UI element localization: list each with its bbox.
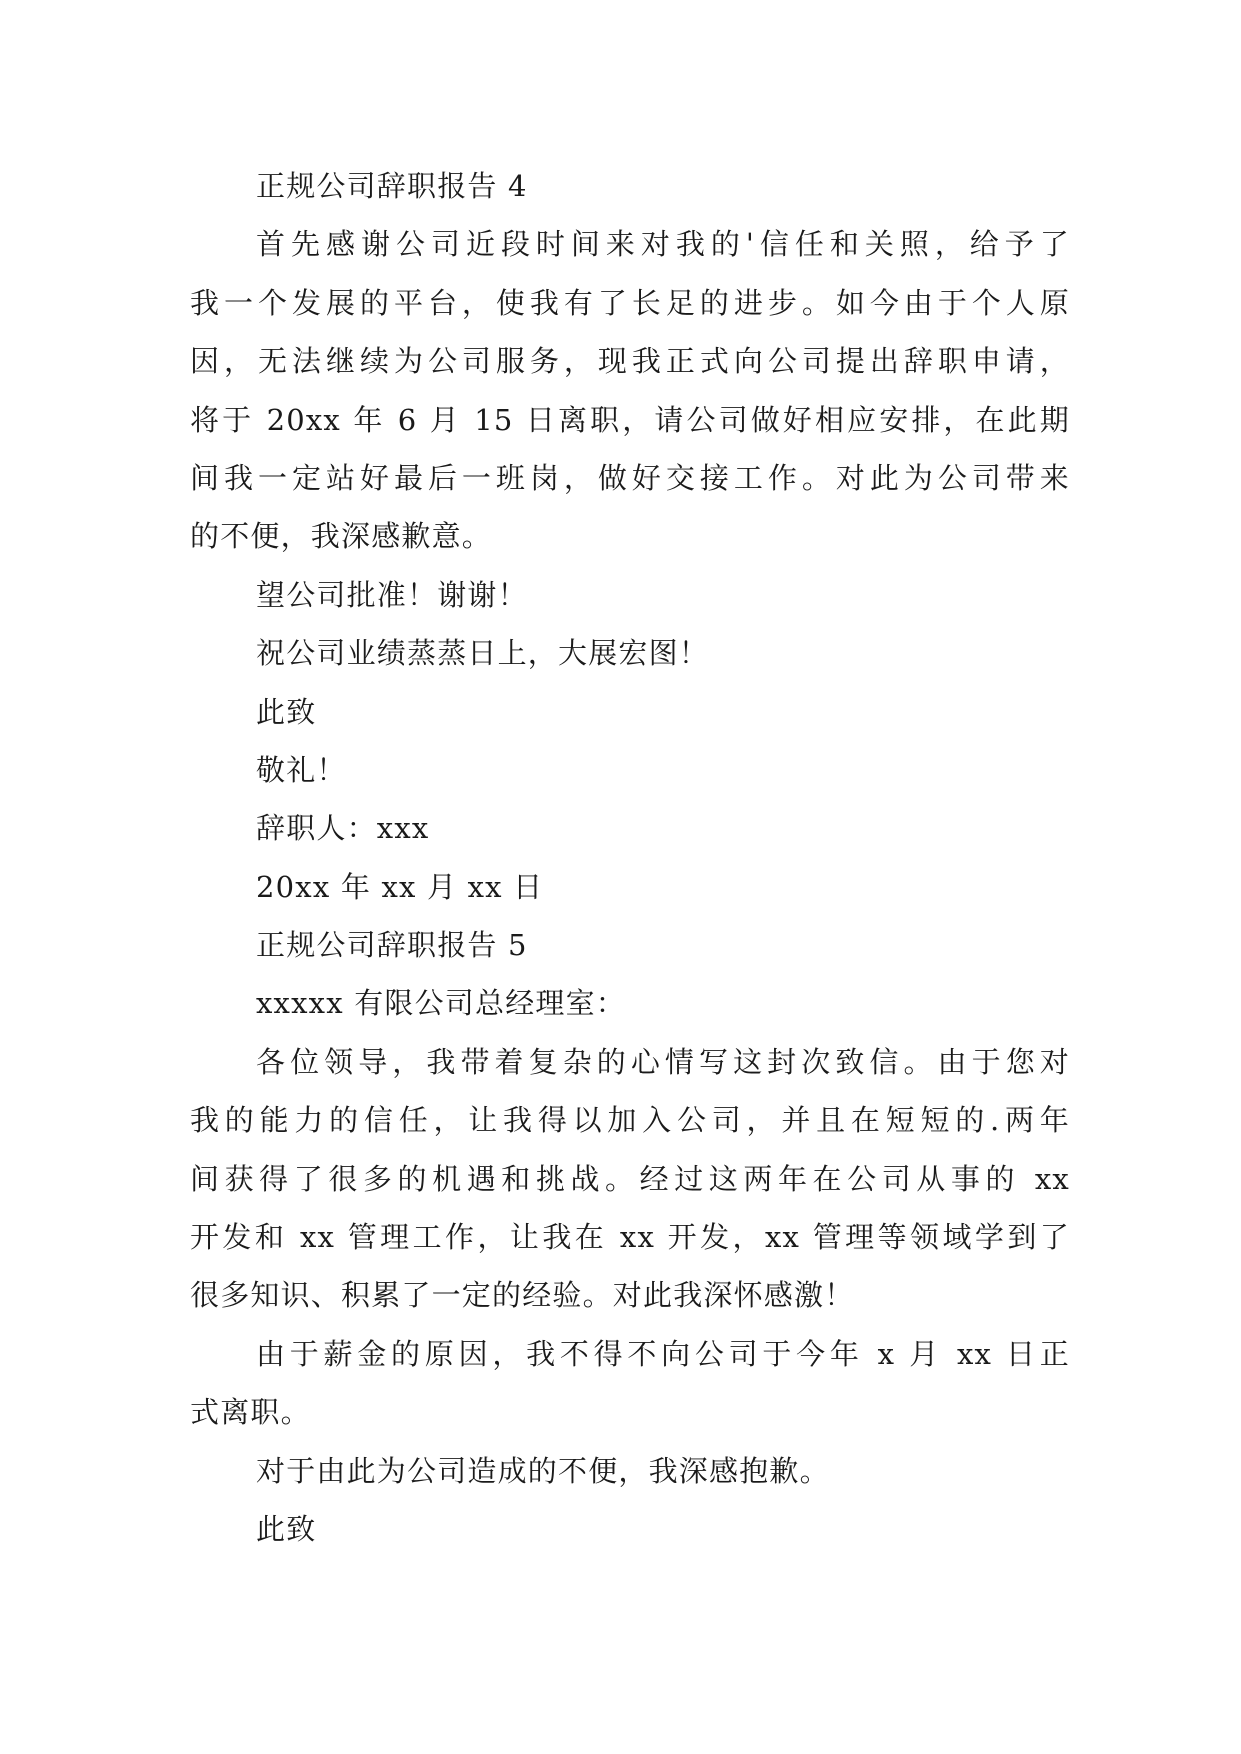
text-line: 首先感谢公司近段时间来对我的'信任和关照，给予了 (256, 227, 1070, 262)
text-line: 间我一定站好最后一班岗，做好交接工作。对此为公司带来 (190, 460, 1070, 495)
text-line: 我一个发展的平台，使我有了长足的进步。如今由于个人原 (190, 285, 1070, 320)
document-body (190, 157, 1070, 1558)
text-line: 由于薪金的原因，我不得不向公司于今年 x 月 xx 日正 (256, 1336, 1070, 1371)
text-line: 辞职人：xxx (256, 811, 430, 846)
text-line: 很多知识、积累了一定的经验。对此我深怀感激！ (190, 1278, 855, 1313)
text-line: 祝公司业绩蒸蒸日上，大展宏图！ (256, 636, 710, 671)
text-line: 因，无法继续为公司服务，现我正式向公司提出辞职申请， (190, 344, 1070, 379)
text-line: xxxxx 有限公司总经理室： (256, 986, 626, 1021)
text-line: 我的能力的信任，让我得以加入公司，并且在短短的.两年 (190, 1103, 1070, 1138)
text-line: 各位领导，我带着复杂的心情写这封次致信。由于您对 (256, 1044, 1070, 1079)
text-line: 的不便，我深感歉意。 (190, 519, 493, 554)
text-line: 将于 20xx 年 6 月 15 日离职，请公司做好相应安排，在此期 (190, 402, 1070, 437)
text-line: 间获得了很多的机遇和挑战。经过这两年在公司从事的 xx (190, 1161, 1070, 1196)
text-line: 对于由此为公司造成的不便，我深感抱歉。 (256, 1453, 830, 1488)
text-line: 正规公司辞职报告 5 (256, 928, 528, 963)
text-line: 正规公司辞职报告 4 (256, 169, 528, 203)
text-line: 20xx 年 xx 月 xx 日 (256, 869, 544, 904)
text-line: 望公司批准！谢谢！ (256, 577, 528, 612)
text-line: 开发和 xx 管理工作，让我在 xx 开发，xx 管理等领域学到了 (190, 1220, 1070, 1255)
text-line: 式离职。 (190, 1395, 311, 1430)
text-line: 此致 (256, 694, 317, 729)
text-line: 敬礼！ (256, 752, 347, 787)
text-line: 此致 (256, 1511, 317, 1546)
